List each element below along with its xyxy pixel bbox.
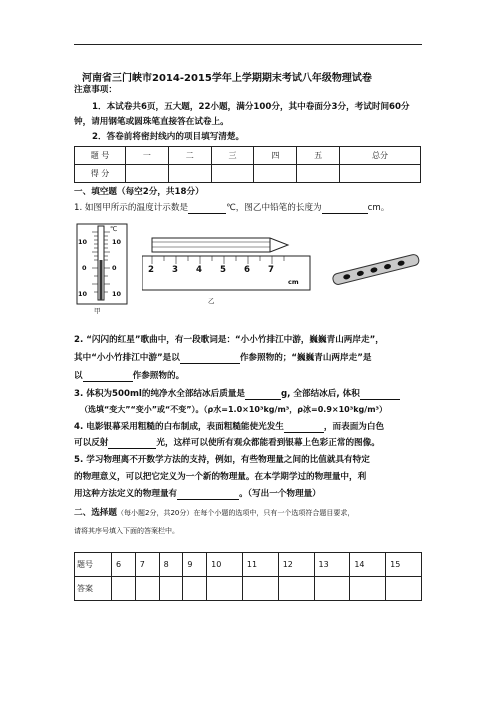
- q2-text-e: 作参照物的。: [132, 371, 185, 381]
- score-header-cell: 三: [211, 147, 254, 165]
- score-cell[interactable]: [126, 165, 169, 183]
- notice-1b: 钟，请用钢笔或圆珠笔直接答在试卷上。: [74, 117, 229, 127]
- answer-cell[interactable]: [112, 577, 136, 601]
- answer-cell[interactable]: [159, 577, 183, 601]
- q4-blank-2[interactable]: [108, 439, 156, 449]
- question-2-line-3: [74, 370, 184, 382]
- answer-cell[interactable]: [183, 577, 207, 601]
- answer-header-cell: 11: [242, 553, 278, 577]
- q2-text-b: 其中“小小竹排江中游”是以: [74, 353, 180, 363]
- answer-cell[interactable]: [207, 577, 243, 601]
- answer-cell[interactable]: [350, 577, 386, 601]
- score-header-cell: 五: [297, 147, 340, 165]
- answer-header-cell: 9: [183, 553, 207, 577]
- answer-table: [74, 552, 422, 601]
- ruler-figure: [142, 228, 312, 308]
- thermo-label-left-3: 10: [78, 290, 88, 298]
- q4-text-a: 4. 电影银幕采用粗糙的白布制成，表面粗糙能使光发生: [74, 422, 284, 432]
- q2-blank-2[interactable]: [83, 372, 133, 382]
- answer-header-cell: 8: [159, 553, 183, 577]
- question-4-line-1: [74, 421, 384, 433]
- score-cell[interactable]: [211, 165, 254, 183]
- q4-text-d: 光，这样可以使所有观众都能看到银幕上色彩正常的图像。: [156, 438, 380, 448]
- q2-blank-1[interactable]: [180, 354, 240, 364]
- score-header-cell: 四: [254, 147, 297, 165]
- question-5-line-3: [74, 488, 321, 500]
- q1-text-a: 1. 如图甲所示的温度计示数是: [74, 203, 189, 213]
- page-title: 河南省三门峡市2014-2015学年上学期期末考试八年级物理试卷: [82, 73, 372, 84]
- score-header-cell: 二: [168, 147, 211, 165]
- section-1-heading: 一、填空题（每空2分，共18分）: [74, 187, 204, 197]
- thermo-label-right-2: 0: [112, 264, 117, 272]
- q2-text-c: 作参照物的；“巍巍青山两岸走”是: [239, 353, 372, 363]
- score-header-cell: 一: [126, 147, 169, 165]
- ruler-tick-5: 5: [220, 265, 226, 275]
- answer-cell[interactable]: [314, 577, 350, 601]
- thermometer-figure: [76, 222, 130, 314]
- ruler-tick-3: 3: [172, 265, 178, 275]
- score-cell[interactable]: [297, 165, 340, 183]
- answer-header-cell: 6: [112, 553, 136, 577]
- section-2-title: 二、选择题: [74, 508, 117, 518]
- ruler-tick-2: 2: [148, 265, 154, 275]
- section-2-note: （每小题2分，共20分）在每个小题的选项中，只有一个选项符合题目要求，: [116, 509, 355, 517]
- question-1: [74, 202, 389, 214]
- thermo-label-left-2: 0: [82, 264, 87, 272]
- score-table: [74, 146, 421, 183]
- answer-header-cell: 14: [350, 553, 386, 577]
- question-3-line-1: [74, 388, 400, 400]
- q5-blank-1[interactable]: [177, 490, 239, 500]
- q3-blank-2[interactable]: [360, 390, 400, 400]
- ruler-tick-7: 7: [268, 265, 274, 275]
- figure-caption-jia: 甲: [94, 307, 101, 315]
- top-rule: [74, 44, 422, 45]
- q1-text-b: ℃，图乙中铅笔的长度为: [226, 203, 322, 213]
- q1-blank-2[interactable]: [322, 204, 368, 214]
- answer-header-cell: 题号: [75, 553, 112, 577]
- thermo-label-right-1: 10: [112, 238, 122, 246]
- flute-image: [330, 250, 422, 290]
- answer-cell[interactable]: [278, 577, 314, 601]
- q2-text-d: 以: [74, 371, 83, 381]
- answer-header-cell: 15: [386, 553, 422, 577]
- section-2-note-2: 请将其序号填入下面的答案栏中。: [74, 527, 179, 535]
- answer-header-cell: 13: [314, 553, 350, 577]
- figure-caption-yi: 乙: [208, 297, 215, 305]
- q3-text-b: g, 全部结冰后, 体积: [280, 389, 360, 399]
- ruler-tick-6: 6: [244, 265, 250, 275]
- ruler-tick-4: 4: [196, 265, 202, 275]
- q4-blank-1[interactable]: [284, 423, 324, 433]
- question-2-line-2: [74, 352, 371, 364]
- section-2-heading: [74, 507, 354, 519]
- q3-text-a: 3. 体积为500ml的纯净水全部结冰后质量是: [74, 389, 245, 399]
- answer-cell[interactable]: [242, 577, 278, 601]
- answer-cell[interactable]: [135, 577, 159, 601]
- answer-cell[interactable]: [386, 577, 422, 601]
- notice-1a: 1．本试卷共6页，五大题，22小题，满分100分，其中卷面分3分，考试时间60分: [92, 102, 410, 112]
- answer-header-cell: 12: [278, 553, 314, 577]
- answer-row-label: 答案: [75, 577, 112, 601]
- pencil-ruler-drawing: [142, 228, 312, 294]
- thermo-label-left-1: 10: [78, 238, 88, 246]
- notice-2: 2．答卷前将密封线内的项目填写清楚。: [92, 132, 245, 142]
- score-cell[interactable]: [254, 165, 297, 183]
- question-3-line-2: （选填“变大”“变小”或“不变”）。（ρ水=1.0×10³kg/m³，ρ冰=0.9×10³kg/m³）: [80, 405, 388, 414]
- score-cell[interactable]: [168, 165, 211, 183]
- question-4-line-2: [74, 437, 380, 449]
- answer-header-cell: 7: [135, 553, 159, 577]
- score-row-label: 得 分: [75, 165, 126, 183]
- thermo-unit: ℃: [110, 225, 118, 233]
- flute-icon: [330, 250, 422, 290]
- q1-blank-1[interactable]: [188, 204, 226, 214]
- q4-text-c: 可以反射: [74, 438, 109, 448]
- score-header-cell: 题 号: [75, 147, 126, 165]
- thermo-label-right-3: 10: [112, 290, 122, 298]
- q3-blank-1[interactable]: [245, 390, 281, 400]
- ruler-tick-labels: [142, 264, 312, 278]
- answer-header-cell: 10: [207, 553, 243, 577]
- question-2-line-1: 2. “闪闪的红星”歌曲中，有一段歌词是：“小小竹排江中游，巍巍青山两岸走”，: [74, 335, 384, 345]
- q4-text-b: ，而表面为白色: [323, 422, 385, 432]
- q5-text-d: 。（写出一个物理量）: [239, 489, 321, 499]
- notice-heading: 注意事项：: [74, 85, 117, 95]
- q1-text-c: cm。: [367, 203, 390, 213]
- ruler-unit: cm: [288, 278, 299, 286]
- question-5-line-1: 5. 学习物理离不开数学方法的支持，例如，有些物理量之间的比值就具有特定: [74, 455, 370, 465]
- score-cell[interactable]: [340, 165, 421, 183]
- q5-text-c: 用这种方法定义的物理量有: [74, 489, 178, 499]
- score-header-cell: 总分: [340, 147, 421, 165]
- question-5-line-2: 的物理意义，可以把它定义为一个新的物理量。在本学期学过的物理量中，利: [74, 472, 367, 482]
